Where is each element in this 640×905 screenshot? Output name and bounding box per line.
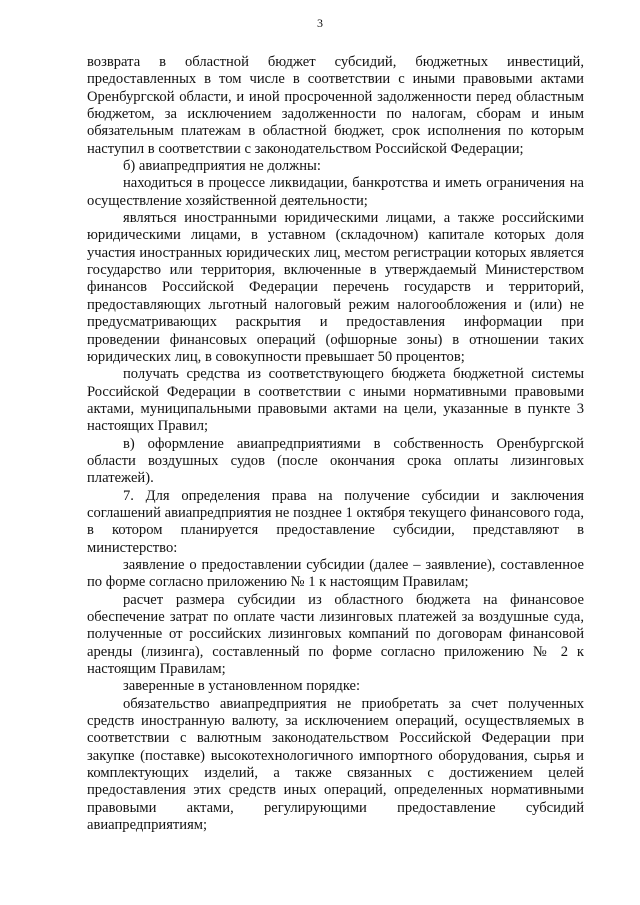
- paragraph-application: заявление о предоставлении субсидии (далее – заявление), составленное по форме согласно приложению № 1 к настоящим Правилам;: [87, 556, 584, 591]
- page-number: 3: [317, 16, 323, 30]
- paragraph-b-heading: б) авиапредприятия не должны:: [123, 158, 321, 175]
- paragraph-subsidy-calculation: расчет размера субсидии из областного бюджета на финансовое обеспечение затрат по оплате части лизинговых платежей за воздушные суда, полученные от российских лизинговых компаний по договорам финансовой аренды (лизинга), составленный по форме согласно приложению № 2 к настоящим Правилам;: [87, 591, 584, 678]
- paragraph-c-ownership: в) оформление авиапредприятиями в собственность Оренбургской области воздушных судов (после окончания срока оплаты лизинговых платежей).: [87, 435, 584, 487]
- paragraph-obligation: обязательство авиапредприятия не приобретать за счет полученных средств иностранную валюту, за исключением операций, осуществляемых в соответствии с валютным законодательством Российской Федерации при закупке (поставке) высокотехнологичного импортного оборудования, сырья и комплектующих изделий, а также связанных с достижением целей предоставления этих средств иных операций, определенных нормативными правовыми актами, регулирующими предоставление субсидий авиапредприятиям;: [87, 695, 584, 834]
- paragraph-liquidation: находиться в процессе ликвидации, банкротства и иметь ограничения на осуществление хозяйственной деятельности;: [87, 175, 584, 209]
- document-body: [87, 54, 584, 834]
- paragraph-certified: заверенные в установленном порядке:: [123, 678, 361, 695]
- paragraph-foreign-entities: являться иностранными юридическими лицами, а также российскими юридическими лицами, в уставном (складочном) капитале которых доля участия иностранных юридических лиц, местом регистрации которых является государство или территория, включенные в утверждаемый Министерством финансов Российской Федерации перечень государств и территорий, предоставляющих льготный налоговый режим налогообложения и (или) не предусматривающих раскрытия и предоставления информации при проведении финансовых операций (офшорные зоны) в отношении таких юридических лиц, в совокупности превышает 50 процентов;: [87, 210, 584, 365]
- paragraph-other-budget-funds: получать средства из соответствующего бюджета бюджетной системы Российской Федерации в соответствии с иными нормативными правовыми актами, муниципальными правовыми актами на цели, указанные в пункте 3 настоящих Правил;: [87, 366, 584, 435]
- paragraph-7-documents: 7. Для определения права на получение субсидии и заключения соглашений авиапредприятия не позднее 1 октября текущего финансового года, в котором планируется предоставление субсидии, представляют в министерство:: [87, 487, 584, 556]
- paragraph-continuation: возврата в областной бюджет субсидий, бюджетных инвестиций, предоставленных в том числе в соответствии с иными правовыми актами Оренбургской области, и иной просроченной задолженности перед областным бюджетом, за исключением задолженности по налогам, сборам и иным обязательным платежам в областной бюджет, срок исполнения по которым наступил в соответствии с законодательством Российской Федерации;: [87, 54, 584, 157]
